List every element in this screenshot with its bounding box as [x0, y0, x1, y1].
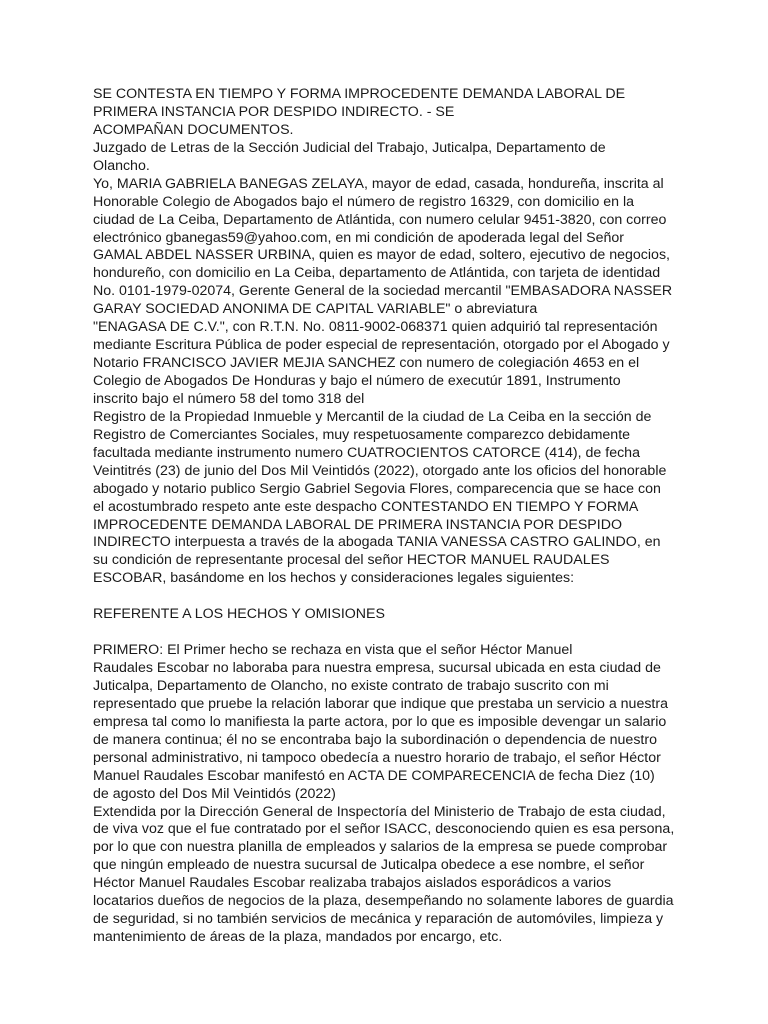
document-line: hondureño, con domicilio en La Ceiba, departamento de Atlántida, con tarjeta de identidad: [93, 265, 661, 282]
document-line: "ENAGASA DE C.V.", con R.T.N. No. 0811-9002-068371 quien adquirió tal representación: [93, 319, 658, 336]
document-line: Extendida por la Dirección General de Inspectoría del Ministerio de Trabajo de esta ciudad,: [93, 803, 666, 820]
document-line: PRIMERA INSTANCIA POR DESPIDO INDIRECTO. - SE: [93, 103, 455, 120]
document-line: de seguridad, si no también servicios de mecánica y reparación de automóviles, limpieza y: [93, 911, 664, 928]
document-line: GARAY SOCIEDAD ANONIMA DE CAPITAL VARIABLE" o abreviatura: [93, 301, 538, 318]
document-line: Juticalpa, Departamento de Olancho, no existe contrato de trabajo suscrito con mi: [93, 677, 609, 694]
document-line: abogado y notario publico Sergio Gabriel Segovia Flores, comparecencia que se hace con: [93, 480, 661, 497]
document-line: por lo que con nuestra planilla de empleados y salarios de la empresa se puede comprobar: [93, 839, 668, 856]
document-line: de agosto del Dos Mil Veintidós (2022): [93, 785, 336, 802]
document-line: ESCOBAR, basándome en los hechos y consideraciones legales siguientes:: [93, 570, 575, 587]
document-line: Registro de Comerciantes Sociales, muy respetuosamente comparezco debidamente: [93, 426, 631, 443]
intro-block: [93, 86, 683, 588]
document-line: ciudad de La Ceiba, Departamento de Atlántida, con numero celular 9451-3820, con correo: [93, 211, 667, 228]
document-line: representado que pruebe la relación laborar que indique que prestaba un servicio a nuestra: [93, 695, 668, 712]
document-line: de manera continua; él no se encontraba bajo la subordinación o dependencia de nuestro: [93, 731, 657, 748]
document-line: Yo, MARIA GABRIELA BANEGAS ZELAYA, mayor de edad, casada, hondureña, inscrita al: [93, 175, 664, 192]
document-line: facultada mediante instrumento numero CUATROCIENTOS CATORCE (414), de fecha: [93, 444, 640, 461]
paragraph-spacer: [93, 624, 683, 642]
section-heading: REFERENTE A LOS HECHOS Y OMISIONES: [93, 606, 385, 623]
document-line: que ningún empleado de nuestra sucursal de Juticalpa obedece a ese nombre, el señor: [93, 857, 645, 874]
document-line: PRIMERO: El Primer hecho se rechaza en vista que el señor Héctor Manuel: [93, 642, 573, 659]
document-line: de viva voz que el fue contratado por el señor ISACC, desconociendo quien es esa persona,: [93, 821, 675, 838]
document-line: Olancho.: [93, 157, 150, 174]
document-body: [93, 86, 683, 947]
document-line: Colegio de Abogados De Honduras y bajo el número de executúr 1891, Instrumento: [93, 373, 621, 389]
document-line: SE CONTESTA EN TIEMPO Y FORMA IMPROCEDENTE DEMANDA LABORAL DE: [93, 86, 626, 102]
document-line: Veintitrés (23) de junio del Dos Mil Veintidós (2022), otorgado ante los oficios del honorable: [93, 462, 667, 479]
document-line: empresa tal como lo manifiesta la parte actora, por lo que es imposible devengar un salario: [93, 713, 667, 730]
paragraph-spacer: [93, 588, 683, 606]
document-line: Héctor Manuel Raudales Escobar realizaba trabajos aislados esporádicos a varios: [93, 875, 612, 892]
document-line: GAMAL ABDEL NASSER URBINA, quien es mayor de edad, soltero, ejecutivo de negocios,: [93, 247, 670, 264]
facts-block: [93, 642, 683, 947]
document-line: Registro de la Propiedad Inmueble y Mercantil de la ciudad de La Ceiba en la sección de: [93, 408, 652, 425]
document-line: Honorable Colegio de Abogados bajo el número de registro 16329, con domicilio en la: [93, 193, 635, 210]
document-line: personal administrativo, ni tampoco obedecía a nuestro horario de trabajo, el señor Héctor: [93, 749, 661, 766]
document-line: Raudales Escobar no laboraba para nuestra empresa, sucursal ubicada en esta ciudad de: [93, 660, 661, 676]
document-line: electrónico gbanegas59@yahoo.com, en mi condición de apoderada legal del Señor: [93, 229, 625, 246]
document-line: ACOMPAÑAN DOCUMENTOS.: [93, 121, 294, 138]
document-line: IMPROCEDENTE DEMANDA LABORAL DE PRIMERA INSTANCIA POR DESPIDO: [93, 516, 622, 533]
document-line: Juzgado de Letras de la Sección Judicial del Trabajo, Juticalpa, Departamento de: [93, 139, 606, 156]
document-line: Manuel Raudales Escobar manifestó en ACTA DE COMPARECENCIA de fecha Diez (10): [93, 767, 655, 784]
document-line: No. 0101-1979-02074, Gerente General de la sociedad mercantil "EMBASADORA NASSER: [93, 283, 673, 300]
document-line: mantenimiento de áreas de la plaza, mandados por encargo, etc.: [93, 929, 503, 946]
document-line: mediante Escritura Pública de poder especial de representación, otorgado por el Abogado y: [93, 337, 670, 354]
document-line: inscrito bajo el número 58 del tomo 318 del: [93, 390, 365, 407]
document-line: locatarios dueños de negocios de la plaza, desempeñando no solamente labores de guardia: [93, 893, 674, 910]
document-line: INDIRECTO interpuesta a través de la abogada TANIA VANESSA CASTRO GALINDO, en: [93, 534, 661, 551]
document-line: el acostumbrado respeto ante este despacho CONTESTANDO EN TIEMPO Y FORMA: [93, 498, 639, 515]
document-line: su condición de representante procesal del señor HECTOR MANUEL RAUDALES: [93, 552, 610, 569]
document-line: Notario FRANCISCO JAVIER MEJIA SANCHEZ con numero de colegiación 4653 en el: [93, 355, 640, 372]
